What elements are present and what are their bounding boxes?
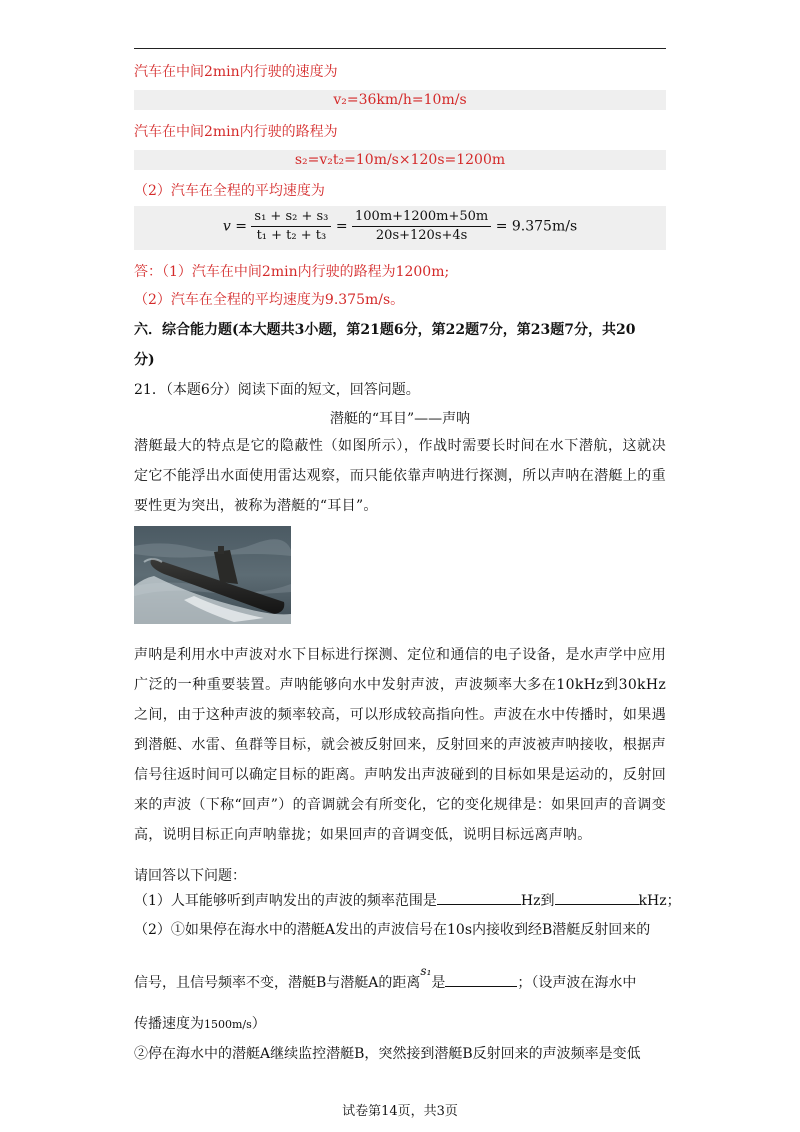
avg-lhs: v =: [222, 218, 247, 235]
q1-blank-hz[interactable]: [437, 890, 521, 905]
speed-intro: 汽车在中间2min内行驶的速度为: [134, 64, 338, 80]
q1-suffix: kHz；: [638, 893, 681, 909]
avg-equation: v = $\frac{\text{s₁ + s₂ + s₃}}{\text{t₁ + t₂ + t₃}}$ = $\frac{100m+1200m+50m}{20s+120s+4s}$ = 9.375m/s: [222, 209, 578, 243]
sound-speed: 1500m/s: [204, 1018, 252, 1031]
q2-line3-suffix: ）: [251, 1016, 266, 1032]
page-footer: 试卷第14页，共3页: [342, 1104, 458, 1119]
distance-symbol: s₁: [420, 964, 432, 978]
q1-mid: Hz到: [520, 893, 555, 909]
path-equation: s₂=v₂t₂=10m/s×120s=1200m: [294, 152, 506, 168]
q2-line3-prefix: 传播速度为: [134, 1016, 204, 1032]
numeric-numerator: 100m+1200m+50m: [352, 208, 491, 227]
symbolic-numerator: s₁ + s₂ + s₃: [251, 208, 331, 227]
question-1: [134, 890, 681, 911]
avg-result: = 9.375m/s: [495, 218, 578, 235]
section-heading-line1: 六．综合能力题(本大题共3小题，第21题6分，第22题7分，第23题7分，共20: [134, 322, 636, 338]
avg-equation-box: [134, 206, 666, 250]
speed-equation: v₂=36km/h=10m/s: [333, 92, 467, 108]
numeric-fraction: [352, 208, 491, 245]
avg-intro: （2）汽车在全程的平均速度为: [134, 183, 325, 199]
question-2b: ②停在海水中的潜艇A继续监控潜艇B，突然接到潜艇B反射回来的声波频率是变低: [134, 1046, 641, 1062]
numeric-denominator: 20s+120s+4s: [375, 228, 468, 243]
speed-equation-box: [134, 90, 666, 110]
symbolic-fraction: [251, 208, 331, 245]
submarine-image: [134, 526, 291, 624]
question-2-line2: [134, 964, 637, 993]
path-intro: 汽车在中间2min内行驶的路程为: [134, 124, 338, 140]
question-21-intro: 21．（本题6分）阅读下面的短文，回答问题。: [134, 382, 420, 398]
answer-line-1: 答：（1）汽车在中间2min内行驶的路程为1200m;: [134, 264, 450, 280]
q2-blank-distance[interactable]: [445, 972, 517, 987]
answer-line-2: （2）汽车在全程的平均速度为9.375m/s。: [134, 292, 405, 308]
q2-line2-suffix: ；（设声波在海水中: [517, 975, 637, 991]
header-rule: [134, 48, 666, 49]
section-heading-line2: 分): [134, 352, 155, 368]
article-paragraph-2: 声呐是利用水中声波对水下目标进行探测、定位和通信的电子设备，是水声学中应用广泛的一种重要装置。声呐能够向水中发射声波，声波频率大多在10kHz到30kHz之间，由于这种声波的频率较高，可以形成较高指向性。声波在水中传播时，如果遇到潜艇、水雷、鱼群等目标，就会被反射回来，反射回来的声波被声呐接收，根据声信号往返时间可以确定目标的距离。声呐发出声波碰到的目标如果是运动的，反射回来的声波（下称“回声”）的音调就会有所变化，它的变化规律是：如果回声的音调变高，说明目标正向声呐靠拢；如果回声的音调变低，说明目标远离声呐。: [134, 647, 666, 843]
article-title: 潜艇的“耳目”——声呐: [329, 411, 471, 427]
symbolic-denominator: t₁ + t₂ + t₃: [256, 228, 327, 243]
q1-blank-khz[interactable]: [555, 890, 639, 905]
q1-prefix: （1）人耳能够听到声呐发出的声波的频率范围是: [134, 893, 437, 909]
q2-line2-prefix: 信号，且信号频率不变，潜艇B与潜艇A的距离: [134, 975, 421, 991]
q2-line2-mid: 是: [431, 975, 446, 991]
question-2-line1: （2）①如果停在海水中的潜艇A发出的声波信号在10s内接收到经B潜艇反射回来的: [134, 922, 651, 938]
questions-prompt: 请回答以下问题：: [134, 868, 246, 884]
article-paragraph-1: 潜艇最大的特点是它的隐蔽性（如图所示），作战时需要长时间在水下潜航，这就决定它不能浮出水面使用雷达观察，而只能依靠声呐进行探测，所以声呐在潜艇上的重要性更为突出，被称为潜艇的“耳目”。: [134, 438, 666, 514]
path-equation-box: [134, 150, 666, 170]
question-2-line3: [134, 1014, 266, 1035]
